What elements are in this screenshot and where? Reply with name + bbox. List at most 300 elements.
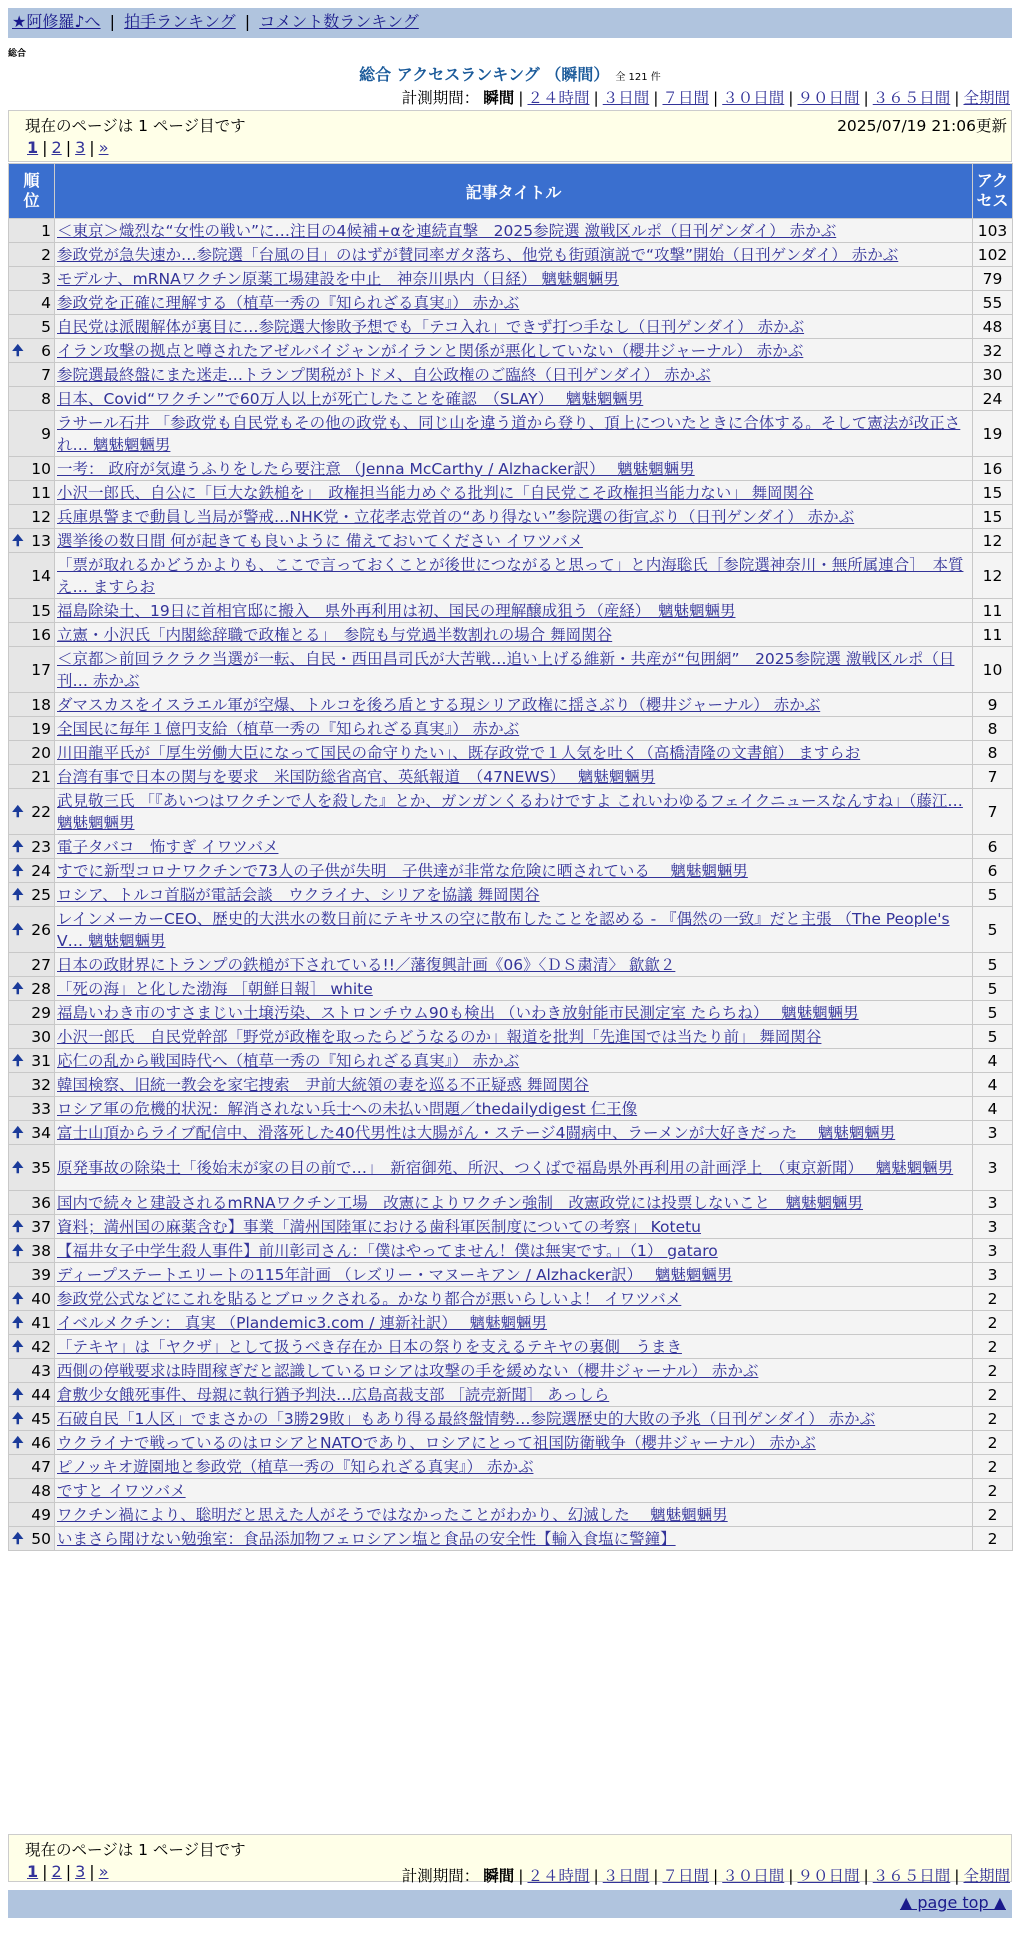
article-link[interactable]: イラン攻撃の拠点と噂されたアゼルバイジャンがイランと関係が悪化していない（櫻井ジャーナル） 赤かぶ [57, 341, 804, 360]
rank-cell [9, 1239, 55, 1263]
access-count: 9 [973, 693, 1013, 717]
rank-cell [9, 859, 55, 883]
article-link[interactable]: ダマスカスをイスラエル軍が空爆、トルコを後ろ盾とする現シリア政権に揺さぶり（櫻井ジャーナル） 赤かぶ [57, 695, 821, 714]
table-row [9, 599, 1013, 623]
period-bar-bottom [402, 1864, 1010, 1886]
title-cell [55, 1073, 973, 1097]
table-row [9, 859, 1013, 883]
next-page-link[interactable]: » [98, 138, 109, 157]
period-link[interactable]: ３６５日間 [872, 1867, 951, 1885]
rank-number: 43 [31, 1361, 51, 1380]
title-cell [55, 1215, 973, 1239]
access-count: 3 [973, 1215, 1013, 1239]
article-link[interactable]: 参政党が急失速か…参院選「台風の目」のはずが賛同率ガタ落ち、他党も街頭演説で“攻撃”開始（日刊ゲンダイ） 赤かぶ [57, 245, 899, 264]
rank-number: 47 [31, 1457, 51, 1476]
rank-number: 32 [31, 1075, 51, 1094]
table-row [9, 315, 1013, 339]
nav-separator: | [244, 12, 251, 31]
article-link[interactable]: 武見敬三氏 「『あいつはワクチンで人を殺した』とか、ガンガンくるわけですよ これいわゆるフェイクニュースなんすね」（藤江… 魑魅魍魎男 [57, 791, 963, 832]
period-link[interactable]: ９０日間 [797, 89, 860, 107]
rank-cell [9, 1001, 55, 1025]
article-link[interactable]: ＜東京＞熾烈な“女性の戦い”に…注目の4候補+αを連続直撃 2025参院選 激戦区ルポ（日刊ゲンダイ） 赤かぶ [57, 221, 837, 240]
article-link[interactable]: いまさら聞けない勉強室：食品添加物フェロシアン塩と食品の安全性【輸入食塩に警鐘】 [57, 1529, 676, 1548]
article-link[interactable]: 参院選最終盤にまた迷走…トランプ関税がトドメ、自公政権のご臨終（日刊ゲンダイ） 赤かぶ [57, 365, 711, 384]
period-current: 瞬間 [483, 89, 515, 107]
access-count: 6 [973, 835, 1013, 859]
period-separator: | [788, 89, 794, 107]
up-arrow-icon: 🠉 [12, 886, 24, 903]
article-link[interactable]: ですと イワツバメ [57, 1481, 186, 1500]
rank-number: 22 [31, 802, 51, 821]
access-count: 24 [973, 387, 1013, 411]
table-row [9, 1025, 1013, 1049]
up-arrow-icon: 🠉 [12, 1530, 24, 1547]
access-count: 15 [973, 481, 1013, 505]
access-count: 2 [973, 1431, 1013, 1455]
ranking-title: 総合 アクセスランキング （瞬間） [359, 65, 610, 84]
period-link[interactable]: ３日間 [602, 89, 650, 107]
period-separator: | [713, 1867, 719, 1885]
rank-number: 50 [31, 1529, 51, 1548]
period-separator: | [653, 89, 659, 107]
rank-cell [9, 1311, 55, 1335]
current-page-text: 現在のページは 1 ページ目です [25, 117, 246, 135]
access-count: 2 [973, 1311, 1013, 1335]
table-row [9, 505, 1013, 529]
item-count: 全 121 件 [615, 72, 661, 83]
table-row [9, 693, 1013, 717]
clap-ranking-link[interactable]: 拍手ランキング [124, 12, 236, 31]
title-cell [55, 1263, 973, 1287]
title-cell [55, 1311, 973, 1335]
up-arrow-icon: 🠉 [12, 1218, 24, 1235]
access-count: 19 [973, 411, 1013, 457]
up-arrow-icon: 🠉 [12, 1124, 24, 1141]
page-link[interactable]: 3 [75, 1862, 86, 1881]
rank-cell [9, 599, 55, 623]
up-arrow-icon: 🠉 [12, 1290, 24, 1307]
title-cell [55, 1025, 973, 1049]
title-cell [55, 1407, 973, 1431]
table-row [9, 1527, 1013, 1551]
access-count: 3 [973, 1145, 1013, 1191]
access-count: 11 [973, 599, 1013, 623]
period-link[interactable]: ３０日間 [722, 1867, 785, 1885]
period-link[interactable]: ９０日間 [797, 1867, 860, 1885]
rank-number: 42 [31, 1337, 51, 1356]
up-arrow-icon: 🠉 [12, 803, 24, 820]
article-link[interactable]: ディープステートエリートの115年計画 （レズリー・マヌーキアン / Alzhacker訳） 魑魅魍魎男 [57, 1265, 733, 1284]
access-count: 2 [973, 1503, 1013, 1527]
access-count: 2 [973, 1407, 1013, 1431]
period-label: 計測期間： [401, 1867, 480, 1885]
rank-cell [9, 693, 55, 717]
table-row [9, 907, 1013, 953]
table-row [9, 1503, 1013, 1527]
access-count: 79 [973, 267, 1013, 291]
article-link[interactable]: 西側の停戦要求は時間稼ぎだと認識しているロシアは攻撃の手を緩めない（櫻井ジャーナル） 赤かぶ [57, 1361, 759, 1380]
home-link[interactable]: ★阿修羅♪へ [12, 12, 101, 31]
article-link[interactable]: 富士山頂からライブ配信中、滑落死した40代男性は大腸がん・ステージ4闘病中、ラーメンが大好きだった 魑魅魍魎男 [57, 1123, 896, 1142]
access-count: 7 [973, 789, 1013, 835]
article-link[interactable]: 倉敷少女餓死事件、母親に執行猶予判決…広島高裁支部 ［読売新聞］ あっしら [57, 1385, 610, 1404]
article-link[interactable]: 全国民に毎年１億円支給（植草一秀の『知られざる真実』） 赤かぶ [57, 719, 520, 738]
updated-timestamp: 2025/07/19 21:06更新 [837, 117, 1007, 135]
title-cell [55, 883, 973, 907]
rank-cell [9, 1097, 55, 1121]
period-current: 瞬間 [483, 1867, 515, 1885]
title-cell [55, 1527, 973, 1551]
footer-bar [8, 1890, 1012, 1918]
table-row [9, 1287, 1013, 1311]
rank-number: 1 [41, 221, 51, 240]
period-link[interactable]: ３０日間 [722, 89, 785, 107]
table-row [9, 1263, 1013, 1287]
table-row [9, 1097, 1013, 1121]
table-row [9, 1191, 1013, 1215]
rank-number: 46 [31, 1433, 51, 1452]
col-header-access [973, 164, 1013, 219]
period-link[interactable]: ３日間 [602, 1867, 650, 1885]
article-link[interactable]: 応仁の乱から戦国時代へ（植草一秀の『知られざる真実』） 赤かぶ [57, 1051, 520, 1070]
rank-cell [9, 741, 55, 765]
title-cell [55, 457, 973, 481]
title-cell [55, 411, 973, 457]
rank-cell [9, 789, 55, 835]
access-count: 5 [973, 907, 1013, 953]
table-row [9, 1455, 1013, 1479]
next-page-link[interactable]: » [98, 1862, 109, 1881]
rank-number: 13 [31, 531, 51, 550]
rank-cell [9, 1121, 55, 1145]
page-link[interactable]: 2 [51, 1862, 62, 1881]
article-link[interactable]: 福島除染土、19日に首相官邸に搬入 県外再利用は初、国民の理解醸成狙う（産経） 魑魅魍魎男 [57, 601, 736, 620]
title-cell [55, 1383, 973, 1407]
access-count: 11 [973, 623, 1013, 647]
col-header-access-label: アクセス [976, 171, 1009, 210]
title-cell [55, 1287, 973, 1311]
up-arrow-icon: 🠉 [12, 1314, 24, 1331]
page-link[interactable]: 3 [75, 138, 86, 157]
article-link[interactable]: 参政党公式などにこれを貼るとブロックされる。かなり都合が悪いらしいよ！ イワツバメ [57, 1289, 682, 1308]
period-link[interactable]: ７日間 [662, 89, 709, 107]
article-link[interactable]: 「テキヤ」は「ヤクザ」として扱うべき存在か 日本の祭りを支えるテキヤの裏側 うまき [57, 1337, 682, 1356]
article-link[interactable]: イベルメクチン： 真実 （Plandemic3.com / 連新社訳） 魑魅魍魎男 [57, 1313, 548, 1332]
rank-number: 44 [31, 1385, 51, 1404]
page-link[interactable]: 2 [51, 138, 62, 157]
page-separator: | [42, 138, 48, 157]
article-link[interactable]: 参政党を正確に理解する（植草一秀の『知られざる真実』） 赤かぶ [57, 293, 520, 312]
article-link[interactable]: 川田龍平氏が「厚生労働大臣になって国民の命守りたい」、既存政党で１人気を吐く（高橋清隆の文書館） ますらお [57, 743, 861, 762]
comment-ranking-link[interactable]: コメント数ランキング [259, 12, 419, 31]
article-link[interactable]: 自民党は派閥解体が裏目に…参院選大惨敗予想でも「テコ入れ」できず打つ手なし（日刊ゲンダイ） 赤かぶ [57, 317, 805, 336]
rank-cell [9, 1215, 55, 1239]
article-link[interactable]: ロシア、トルコ首脳が電話会談 ウクライナ、シリアを協議 舞岡関谷 [57, 885, 540, 904]
title-cell [55, 1001, 973, 1025]
period-separator: | [954, 1867, 960, 1885]
table-row [9, 623, 1013, 647]
up-arrow-icon: 🠉 [12, 921, 24, 938]
access-count: 103 [973, 219, 1013, 243]
article-link[interactable]: 小沢一郎氏、自公に「巨大な鉄槌を」 政権担当能力めぐる批判に「自民党こそ政権担当能力ない」 舞岡関谷 [57, 483, 814, 502]
title-cell [55, 717, 973, 741]
article-link[interactable]: 兵庫県警まで動員し当局が警戒…NHK党・立花孝志党首の“あり得ない”参院選の街宣ぶり（日刊ゲンダイ） 赤かぶ [57, 507, 855, 526]
rank-cell [9, 1431, 55, 1455]
ranking-table [8, 163, 1013, 1551]
rank-number: 49 [31, 1505, 51, 1524]
rank-number: 9 [41, 424, 51, 443]
article-link[interactable]: 国内で続々と建設されるmRNAワクチン工場 改憲によりワクチン強制 改憲政党には投票しないこと 魑魅魍魎男 [57, 1193, 864, 1212]
nav-separator: | [109, 12, 116, 31]
article-link[interactable]: ピノッキオ遊園地と参政党（植草一秀の『知られざる真実』） 赤かぶ [57, 1457, 534, 1476]
access-count: 16 [973, 457, 1013, 481]
page-title [0, 62, 1020, 85]
article-link[interactable]: 台湾有事で日本の関与を要求 米国防総省高官、英紙報道 （47NEWS） 魑魅魍魎男 [57, 767, 656, 786]
rank-number: 29 [31, 1003, 51, 1022]
rank-cell [9, 505, 55, 529]
article-link[interactable]: 電子タバコ 怖すぎ イワツバメ [57, 837, 279, 856]
article-link[interactable]: ＜京都＞前回ラクラク当選が一転、自民・西田昌司氏が大苦戦…追い上げる維新・共産が“包囲網” 2025参院選 激戦区ルポ（日刊… 赤かぶ [57, 649, 955, 690]
article-link[interactable]: ワクチン禍により、聡明だと思えた人がそうではなかったことがわかり、幻滅した 魑魅魍魎男 [57, 1505, 728, 1524]
rank-number: 45 [31, 1409, 51, 1428]
article-link[interactable]: 立憲・小沢氏「内閣総辞職で政権とる」 参院も与党過半数割れの場合 舞岡関谷 [57, 625, 613, 644]
table-row [9, 1359, 1013, 1383]
rank-cell [9, 363, 55, 387]
article-link[interactable]: 「票が取れるかどうかよりも、ここで言っておくことが後世につながると思って」と内海聡氏［参院選神奈川・無所属連合］ 本質え… ますらお [57, 555, 964, 596]
table-row [9, 1073, 1013, 1097]
article-link[interactable]: ロシア軍の危機的状況：解消されない兵士への未払い問題／thedailydigest 仁王像 [57, 1099, 638, 1118]
rank-number: 26 [31, 920, 51, 939]
page-link[interactable]: 1 [27, 138, 39, 157]
rank-cell [9, 1503, 55, 1527]
page-link[interactable]: 1 [27, 1862, 39, 1881]
rank-number: 28 [31, 979, 51, 998]
article-link[interactable]: 「死の海」と化した渤海 ［朝鮮日報］ white [57, 979, 373, 998]
up-arrow-icon: 🠉 [12, 1410, 24, 1427]
table-row [9, 267, 1013, 291]
table-row [9, 363, 1013, 387]
title-cell [55, 219, 973, 243]
up-arrow-icon: 🠉 [12, 862, 24, 879]
title-cell [55, 693, 973, 717]
article-link[interactable]: 福島いわき市のすさまじい土壌汚染、ストロンチウム90も検出 （いわき放射能市民測定室 たらちね） 魑魅魍魎男 [57, 1003, 859, 1022]
rank-cell [9, 1335, 55, 1359]
period-separator: | [518, 1867, 524, 1885]
rank-cell [9, 243, 55, 267]
article-link[interactable]: 選挙後の数日間 何が起きても良いように 備えておいてください イワツバメ [57, 531, 583, 550]
rank-number: 11 [31, 483, 51, 502]
rank-number: 35 [31, 1158, 51, 1177]
rank-number: 31 [31, 1051, 51, 1070]
period-link[interactable]: 全期間 [963, 1867, 1010, 1885]
table-row [9, 1049, 1013, 1073]
rank-number: 38 [31, 1241, 51, 1260]
rank-number: 41 [31, 1313, 51, 1332]
period-link[interactable]: ２４時間 [527, 1867, 590, 1885]
rank-cell [9, 457, 55, 481]
rank-cell [9, 1479, 55, 1503]
rank-cell [9, 1025, 55, 1049]
title-cell [55, 1145, 973, 1191]
rank-cell [9, 387, 55, 411]
table-row [9, 291, 1013, 315]
article-link[interactable]: 資料；満州国の麻薬含む】事業「満州国陸軍における歯科軍医制度についての考察」 Kotetu [57, 1217, 702, 1236]
title-cell [55, 835, 973, 859]
period-link[interactable]: 全期間 [963, 89, 1010, 107]
up-arrow-icon: 🠉 [12, 1159, 24, 1176]
table-row [9, 1383, 1013, 1407]
title-cell [55, 1455, 973, 1479]
table-row [9, 553, 1013, 599]
rank-number: 25 [31, 885, 51, 904]
rank-cell [9, 1407, 55, 1431]
col-header-rank [9, 164, 55, 219]
title-cell [55, 1503, 973, 1527]
article-link[interactable]: ウクライナで戦っているのはロシアとNATOであり、ロシアにとって祖国防衛戦争（櫻井ジャーナル） 赤かぶ [57, 1433, 816, 1452]
title-cell [55, 1359, 973, 1383]
access-count: 7 [973, 765, 1013, 789]
page-separator: | [65, 1862, 72, 1881]
title-cell [55, 647, 973, 693]
title-cell [55, 505, 973, 529]
rank-cell [9, 1049, 55, 1073]
rank-cell [9, 339, 55, 363]
table-row [9, 717, 1013, 741]
rank-cell [9, 1191, 55, 1215]
rank-cell [9, 883, 55, 907]
table-row [9, 481, 1013, 505]
access-count: 5 [973, 883, 1013, 907]
period-separator: | [788, 1867, 794, 1885]
access-count: 2 [973, 1335, 1013, 1359]
rank-number: 20 [31, 743, 51, 762]
rank-cell [9, 1383, 55, 1407]
rank-number: 37 [31, 1217, 51, 1236]
table-row [9, 1335, 1013, 1359]
title-cell [55, 1239, 973, 1263]
table-row [9, 835, 1013, 859]
page-separator: | [89, 138, 95, 157]
table-row [9, 1145, 1013, 1191]
rank-cell [9, 717, 55, 741]
col-header-rank-label: 順位 [23, 171, 40, 210]
rank-cell [9, 1527, 55, 1551]
access-count: 5 [973, 1025, 1013, 1049]
title-cell [55, 363, 973, 387]
period-link[interactable]: ３６５日間 [872, 89, 951, 107]
table-row [9, 883, 1013, 907]
rank-number: 2 [41, 245, 51, 264]
rank-number: 23 [31, 837, 51, 856]
up-arrow-icon: 🠉 [12, 1338, 24, 1355]
rank-cell [9, 1455, 55, 1479]
page-separator: | [89, 1862, 95, 1881]
title-cell [55, 1479, 973, 1503]
period-separator: | [593, 89, 599, 107]
article-link[interactable]: ラサール石井 「参政党も自民党もその他の政党も、同じ山を違う道から登り、頂上についたときに合体する。そして憲法が改正され… 魑魅魍魎男 [57, 413, 961, 454]
table-row [9, 1311, 1013, 1335]
rank-number: 14 [31, 566, 51, 585]
access-count: 102 [973, 243, 1013, 267]
title-cell [55, 765, 973, 789]
title-cell [55, 623, 973, 647]
rank-cell [9, 765, 55, 789]
article-link[interactable]: 日本の政財界にトランプの鉄槌が下されている!!／藩復興計画《06》〈ＤＳ粛清〉 歙歙２ [57, 955, 676, 974]
table-row [9, 1001, 1013, 1025]
title-cell [55, 977, 973, 1001]
rank-number: 4 [41, 293, 51, 312]
article-link[interactable]: 一考： 政府が気違うふりをしたら要注意 （Jenna McCarthy / Alzhacker訳） 魑魅魍魎男 [57, 459, 695, 478]
access-count: 3 [973, 1191, 1013, 1215]
article-link[interactable]: レインメーカーCEO、歴史的大洪水の数日前にテキサスの空に散布したことを認める - 『偶然の一致』だと主張 （The People's V… 魑魅魍魎男 [57, 909, 950, 950]
up-arrow-icon: 🠉 [12, 342, 24, 359]
rank-cell [9, 315, 55, 339]
rank-cell [9, 481, 55, 505]
access-count: 12 [973, 553, 1013, 599]
access-count: 10 [973, 647, 1013, 693]
up-arrow-icon: 🠉 [12, 838, 24, 855]
access-count: 3 [973, 1263, 1013, 1287]
rank-number: 5 [41, 317, 51, 336]
title-cell [55, 243, 973, 267]
table-row [9, 457, 1013, 481]
access-count: 8 [973, 717, 1013, 741]
rank-number: 19 [31, 719, 51, 738]
title-cell [55, 1121, 973, 1145]
table-row [9, 411, 1013, 457]
access-count: 5 [973, 1001, 1013, 1025]
article-link[interactable]: モデルナ、mRNAワクチン原薬工場建設を中止 神奈川県内（日経） 魑魅魍魎男 [57, 269, 619, 288]
table-row [9, 789, 1013, 835]
period-link[interactable]: ７日間 [662, 1867, 709, 1885]
article-link[interactable]: 原発事故の除染土「後始末が家の目の前で…」 新宿御苑、所沢、つくばで福島県外再利用の計画浮上 （東京新聞） 魑魅魍魎男 [57, 1158, 954, 1177]
rank-number: 36 [31, 1193, 51, 1212]
rank-cell [9, 411, 55, 457]
access-count: 2 [973, 1383, 1013, 1407]
up-arrow-icon: 🠉 [12, 980, 24, 997]
rank-cell [9, 1359, 55, 1383]
title-cell [55, 1049, 973, 1073]
table-row [9, 977, 1013, 1001]
pager-top [8, 110, 1012, 162]
article-link[interactable]: 小沢一郎氏 自民党幹部「野党が政権を取ったらどうなるのか」報道を批判「先進国では当たり前」 舞岡関谷 [57, 1027, 822, 1046]
access-count: 5 [973, 977, 1013, 1001]
period-bar-top [402, 86, 1010, 108]
page-separator: | [42, 1862, 48, 1881]
rank-number: 10 [31, 459, 51, 478]
article-link[interactable]: 【福井女子中学生殺人事件】前川彰司さん：「僕はやってません！僕は無実です。」（1） gataro [57, 1241, 718, 1260]
page-top-link[interactable]: ▲ page top ▲ [899, 1893, 1006, 1912]
rank-number: 33 [31, 1099, 51, 1118]
up-arrow-icon: 🠉 [12, 1434, 24, 1451]
title-cell [55, 291, 973, 315]
article-link[interactable]: 石破自民「1人区」でまさかの「3勝29敗」もあり得る最終盤情勢…参院選歴史的大敗の予兆（日刊ゲンダイ） 赤かぶ [57, 1409, 876, 1428]
access-count: 8 [973, 741, 1013, 765]
access-count: 2 [973, 1287, 1013, 1311]
title-cell [55, 1335, 973, 1359]
rank-number: 39 [31, 1265, 51, 1284]
article-link[interactable]: 韓国検察、旧統一教会を家宅捜索 尹前大統領の妻を巡る不正疑惑 舞岡関谷 [57, 1075, 589, 1094]
article-link[interactable]: 日本、Covid“ワクチン”で60万人以上が死亡したことを確認 （SLAY） 魑魅魍魎男 [57, 389, 644, 408]
title-cell [55, 387, 973, 411]
period-link[interactable]: ２４時間 [527, 89, 590, 107]
table-row [9, 765, 1013, 789]
rank-number: 8 [41, 389, 51, 408]
article-link[interactable]: すでに新型コロナワクチンで73人の子供が失明 子供達が非常な危険に晒されている 魑魅魍魎男 [57, 861, 748, 880]
genre-label: 総合 [8, 49, 27, 59]
table-row [9, 1479, 1013, 1503]
title-cell [55, 315, 973, 339]
